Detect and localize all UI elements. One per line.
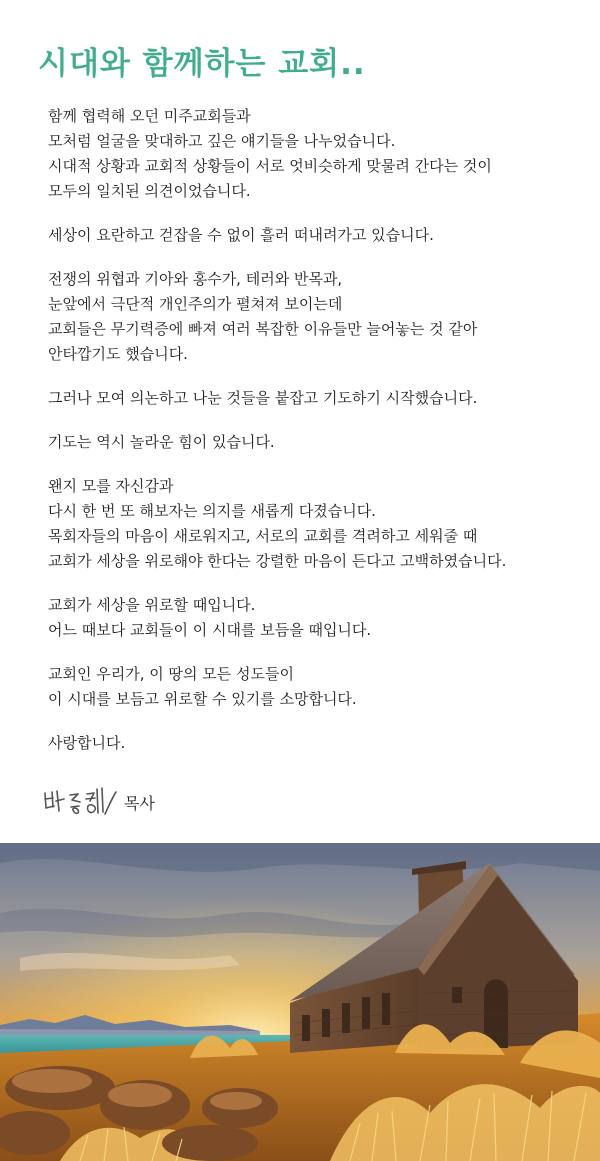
paragraph-7: [48, 593, 578, 643]
paragraph-2: [48, 223, 578, 248]
text-line: 그러나 모여 의논하고 나눈 것들을 붙잡고 기도하기 시작했습니다.: [48, 389, 478, 407]
paragraph-5: [48, 430, 578, 455]
text-line: 눈앞에서 극단적 개인주의가 펼쳐져 보이는데: [48, 295, 343, 313]
letter-body: [48, 104, 578, 775]
text-line: 어느 때보다 교회들이 이 시대를 보듬을 때입니다.: [48, 621, 372, 639]
handwritten-signature-icon: [42, 784, 118, 820]
text-line: 세상이 요란하고 걷잡을 수 없이 흘러 떠내려가고 있습니다.: [48, 226, 434, 244]
text-line: 교회가 세상을 위로해야 한다는 강렬한 마음이 든다고 고백하였습니다.: [48, 552, 507, 570]
text-line: 다시 한 번 또 해보자는 의지를 새롭게 다졌습니다.: [48, 502, 376, 520]
church-landscape-image: [0, 843, 600, 1161]
signature-role: 목사: [124, 793, 155, 813]
text-line: 교회인 우리가, 이 땅의 모든 성도들이: [48, 665, 294, 683]
text-line: 교회가 세상을 위로할 때입니다.: [48, 596, 256, 614]
paragraph-1: [48, 104, 578, 204]
paragraph-4: [48, 386, 578, 411]
page-title: 시대와 함께하는 교회..: [38, 46, 366, 82]
text-line: 함께 협력해 오던 미주교회들과: [48, 107, 251, 125]
paragraph-6: [48, 474, 578, 574]
text-line: 기도는 역시 놀라운 힘이 있습니다.: [48, 433, 275, 451]
paragraph-3: [48, 267, 578, 367]
text-line: 모두의 일치된 의견이었습니다.: [48, 182, 251, 200]
text-line: 왠지 모를 자신감과: [48, 477, 174, 495]
text-line: 사랑합니다.: [48, 734, 126, 752]
paragraph-8: [48, 662, 578, 712]
text-line: 교회들은 무기력증에 빠져 여러 복잡한 이유들만 늘어놓는 것 같아: [48, 320, 478, 338]
paragraph-9: [48, 731, 578, 756]
text-line: 이 시대를 보듬고 위로할 수 있기를 소망합니다.: [48, 690, 357, 708]
text-line: 시대적 상황과 교회적 상황들이 서로 엇비슷하게 맞물려 간다는 것이: [48, 157, 492, 175]
text-line: 목회자들의 마음이 새로워지고, 서로의 교회를 격려하고 세워줄 때: [48, 527, 478, 545]
signature-block: [42, 782, 155, 822]
text-line: 안타깝기도 했습니다.: [48, 345, 188, 363]
text-line: 전쟁의 위협과 기아와 홍수가, 테러와 반목과,: [48, 270, 343, 288]
text-line: 모처럼 얼굴을 맞대하고 깊은 얘기들을 나누었습니다.: [48, 132, 396, 150]
